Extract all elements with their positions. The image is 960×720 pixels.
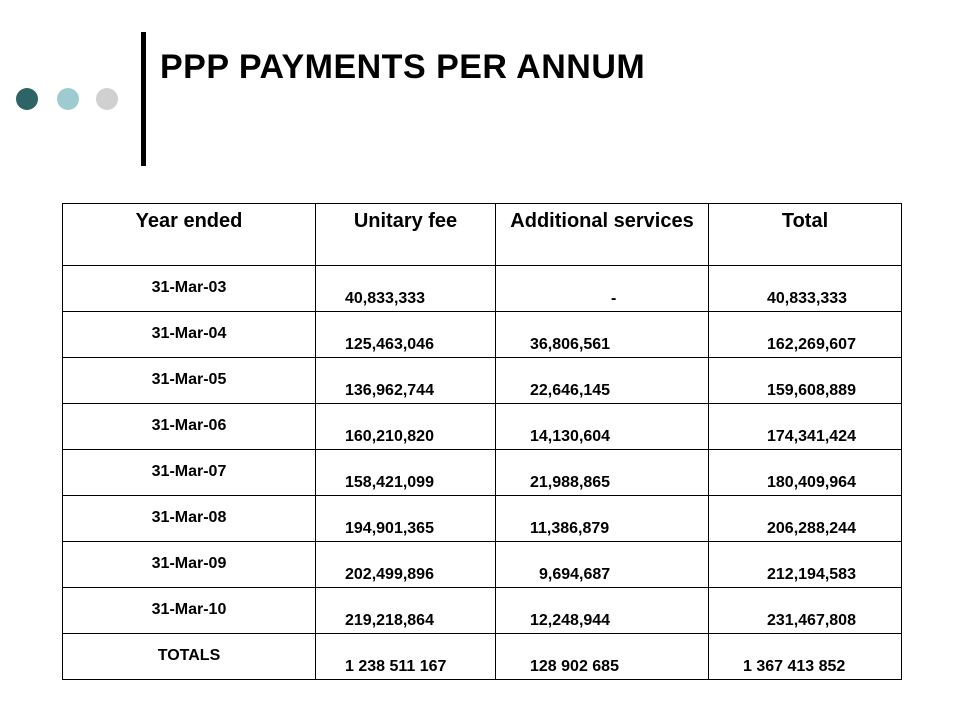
- cell-year-ended: 31-Mar-03: [151, 279, 227, 296]
- cell-year-ended: 31-Mar-04: [151, 325, 227, 342]
- header-year-ended: Year ended: [63, 204, 316, 266]
- totals-unitary-fee: 1 238 511 167: [345, 658, 447, 675]
- table-row: [63, 588, 902, 634]
- cell-year-ended: 31-Mar-10: [151, 601, 227, 618]
- cell-additional-services: 14,130,604: [530, 428, 611, 445]
- cell-additional-services: 9,694,687: [539, 566, 611, 583]
- cell-year-ended: 31-Mar-07: [151, 463, 227, 480]
- cell-additional-services: -: [611, 290, 617, 307]
- cell-unitary-fee: 40,833,333: [345, 290, 426, 307]
- table-row: [63, 266, 902, 312]
- cell-additional-services: 22,646,145: [530, 382, 611, 399]
- cell-additional-services: 11,386,879: [530, 520, 610, 537]
- cell-additional-services: 36,806,561: [530, 336, 611, 353]
- cell-unitary-fee: 202,499,896: [345, 566, 434, 583]
- table-header-row: [63, 204, 902, 266]
- cell-total: 231,467,808: [767, 612, 856, 629]
- cell-year-ended: 31-Mar-09: [151, 555, 227, 572]
- table-row: [63, 312, 902, 358]
- cell-total: 174,341,424: [767, 428, 856, 445]
- header-total: Total: [709, 204, 902, 266]
- cell-additional-services: 12,248,944: [530, 612, 611, 629]
- cell-unitary-fee: 158,421,099: [345, 474, 434, 491]
- cell-unitary-fee: 136,962,744: [345, 382, 434, 399]
- totals-additional-services: 128 902 685: [530, 658, 619, 675]
- ppp-payments-table: [62, 203, 902, 680]
- cell-year-ended: 31-Mar-05: [151, 371, 227, 388]
- cell-unitary-fee: 219,218,864: [345, 612, 434, 629]
- totals-total: 1 367 413 852: [743, 658, 846, 675]
- slide-title: PPP PAYMENTS PER ANNUM: [160, 48, 646, 86]
- cell-total: 206,288,244: [767, 520, 856, 537]
- table-row: [63, 496, 902, 542]
- cell-total: 40,833,333: [767, 290, 848, 307]
- cell-unitary-fee: 194,901,365: [345, 520, 434, 537]
- decorative-dot-grey: [96, 88, 118, 110]
- table-row: [63, 404, 902, 450]
- table-row: [63, 450, 902, 496]
- decorative-dot-light: [57, 88, 79, 110]
- cell-unitary-fee: 125,463,046: [345, 336, 434, 353]
- cell-unitary-fee: 160,210,820: [345, 428, 434, 445]
- cell-total: 180,409,964: [767, 474, 856, 491]
- totals-row: [63, 634, 902, 680]
- table-row: [63, 358, 902, 404]
- header-unitary-fee: Unitary fee: [316, 204, 496, 266]
- cell-year-ended: 31-Mar-08: [151, 509, 227, 526]
- cell-total: 212,194,583: [767, 566, 856, 583]
- cell-year-ended: 31-Mar-06: [151, 417, 227, 434]
- cell-total: 159,608,889: [767, 382, 856, 399]
- decorative-dot-dark: [16, 88, 38, 110]
- cell-total: 162,269,607: [767, 336, 856, 353]
- header-additional-services: Additional services: [496, 204, 709, 266]
- title-divider-bar: [141, 32, 146, 166]
- totals-label: TOTALS: [157, 647, 221, 664]
- cell-additional-services: 21,988,865: [530, 474, 611, 491]
- table-row: [63, 542, 902, 588]
